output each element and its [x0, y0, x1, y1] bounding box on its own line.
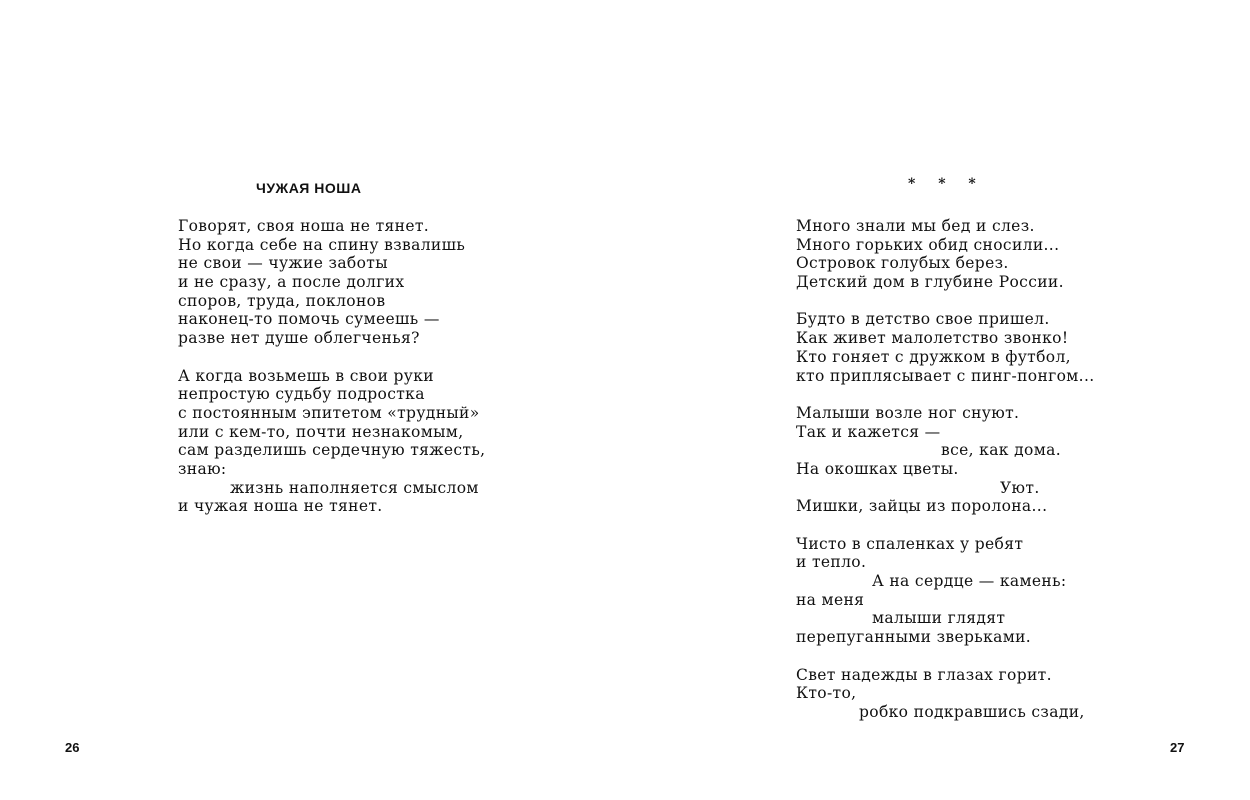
- poem-line: Как живет малолетство звонко!: [796, 329, 1069, 348]
- page-number: 27: [1170, 740, 1185, 755]
- poem-line: Много горьких обид сносили...: [796, 235, 1060, 254]
- poem-line: непростую судьбу подростка: [178, 385, 425, 404]
- poem-line: малыши глядят: [872, 609, 1006, 628]
- poem-line: Много знали мы бед и слез.: [796, 217, 1035, 235]
- poem-line: Свет надежды в глазах горит.: [796, 665, 1052, 684]
- poem-line: Кто гоняет с дружком в футбол,: [796, 347, 1071, 366]
- poem-line: и тепло.: [796, 553, 867, 572]
- poem-line: Так и кажется —: [796, 422, 941, 441]
- poem-line: Островок голубых берез.: [796, 254, 1009, 273]
- poem-line: Малыши возле ног снуют.: [796, 403, 1020, 422]
- poem-line: Мишки, зайцы из поролона...: [796, 497, 1048, 516]
- poem-line: все, как дома.: [941, 441, 1061, 460]
- poem-line: с постоянным эпитетом «трудный»: [178, 403, 480, 422]
- poem-line: Говорят, своя ноша не тянет.: [178, 217, 430, 235]
- poem-line: Кто-то,: [796, 684, 857, 703]
- page-number: 26: [65, 740, 80, 755]
- poem-line: знаю:: [178, 459, 227, 478]
- poem-line: Но когда себе на спину взвалишь: [178, 235, 466, 254]
- poem-line: и чужая ноша не тянет.: [178, 497, 383, 516]
- poem-line: и не сразу, а после долгих: [178, 273, 405, 292]
- poem-line: или с кем-то, почти незнакомым,: [178, 422, 464, 441]
- poem-text: [796, 217, 1095, 722]
- poem-line: не свои — чужие заботы: [178, 254, 388, 273]
- poem-line: наконец-то помочь сумеешь —: [178, 310, 440, 329]
- section-divider: * * *: [908, 176, 985, 192]
- poem-line: робко подкравшись сзади,: [859, 702, 1085, 721]
- poem-line: разве нет душе облегченья?: [178, 329, 420, 348]
- poem-line: Детский дом в глубине России.: [796, 273, 1064, 292]
- right-page: [625, 0, 1250, 800]
- poem-line: На окошках цветы.: [796, 459, 959, 478]
- poem-line: А на сердце — камень:: [872, 572, 1067, 591]
- poem-line: А когда возьмешь в свои руки: [178, 366, 434, 385]
- poem-line: Чисто в спаленках у ребят: [796, 534, 1024, 553]
- poem-line: Уют.: [1000, 478, 1040, 497]
- poem-line: жизнь наполняется смыслом: [230, 478, 479, 497]
- poem-line: кто приплясывает с пинг-понгом...: [796, 366, 1095, 385]
- poem-line: Будто в детство свое пришел.: [796, 310, 1050, 329]
- poem-line: на меня: [796, 590, 865, 609]
- poem-line: споров, труда, поклонов: [178, 291, 386, 310]
- poem-title: ЧУЖАЯ НОША: [256, 180, 362, 196]
- poem-line: перепуганными зверьками.: [796, 628, 1032, 647]
- poem-line: сам разделишь сердечную тяжесть,: [178, 441, 486, 460]
- poem-text: [178, 217, 485, 516]
